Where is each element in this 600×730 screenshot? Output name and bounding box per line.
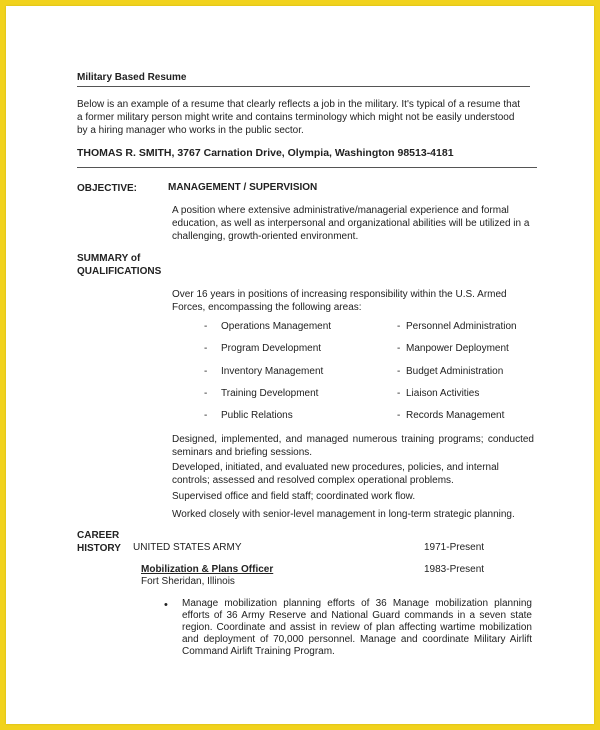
bullet-icon: •: [164, 599, 168, 611]
career-label-line1: CAREER: [77, 530, 120, 541]
career-label: [77, 529, 137, 555]
skill-left-1: Operations Management: [221, 321, 332, 332]
objective-title: MANAGEMENT / SUPERVISION: [168, 182, 318, 193]
skill-dash: -: [204, 410, 208, 421]
skill-dash: -: [397, 366, 401, 377]
resume-page: [6, 6, 594, 724]
skill-right-4: Liaison Activities: [406, 388, 480, 399]
summary-statement-1: Designed, implemented, and managed numerous training programs; conducted seminars and briefing sessions.: [172, 434, 534, 458]
contact-divider: [77, 167, 537, 168]
skill-dash: -: [397, 410, 401, 421]
intro-paragraph: Below is an example of a resume that clearly reflects a job in the military. It's typical of a resume that a former military person might write and contains terminology which might not be easily understood by a hiring manager who works in the public sector.: [77, 99, 521, 136]
skill-dash: -: [204, 366, 208, 377]
skill-dash: -: [204, 321, 208, 332]
career-bullet-1: Manage mobilization planning efforts of 36 Manage mobilization planning efforts of 36 Army Reserve and National Guard commands in a seven state region. Coordinate and assist in review of plan affecting wartime mobilization and deployment of 70,000 personnel. Manage and coordinate Military Airlift Command Airlift Training Program.: [182, 598, 532, 657]
skill-left-4: Training Development: [221, 388, 319, 399]
summary-label-line1: SUMMARY of: [77, 253, 141, 264]
skill-left-5: Public Relations: [221, 410, 293, 421]
skill-right-2: Manpower Deployment: [406, 343, 509, 354]
position-location: Fort Sheridan, Illinois: [141, 576, 235, 587]
skill-right-3: Budget Administration: [406, 366, 504, 377]
skill-right-1: Personnel Administration: [406, 321, 517, 332]
skill-dash: -: [397, 321, 401, 332]
skill-dash: -: [204, 388, 208, 399]
skill-right-5: Records Management: [406, 410, 505, 421]
employer-name: UNITED STATES ARMY: [133, 542, 242, 553]
contact-line: THOMAS R. SMITH, 3767 Carnation Drive, Olympia, Washington 98513-4181: [77, 147, 454, 159]
document-title: Military Based Resume: [77, 72, 187, 83]
skill-dash: -: [204, 343, 208, 354]
position-dates: 1983-Present: [424, 564, 485, 575]
employer-dates: 1971-Present: [424, 542, 485, 553]
objective-text: A position where extensive administrative/managerial experience and formal education, as well as interpersonal and organizational abilities will be utilized in a challenging, growth-oriented environment.: [172, 205, 530, 242]
career-label-line2: HISTORY: [77, 543, 121, 554]
title-underline: [77, 86, 530, 87]
skill-left-3: Inventory Management: [221, 366, 324, 377]
summary-intro: Over 16 years in positions of increasing responsibility within the U.S. Armed Forces, encompassing the following areas:: [172, 289, 507, 313]
skill-dash: -: [397, 343, 401, 354]
summary-label-line2: QUALIFICATIONS: [77, 266, 162, 277]
summary-statement-4: Worked closely with senior-level management in long-term strategic planning.: [172, 509, 515, 520]
position-title: Mobilization & Plans Officer: [141, 564, 274, 575]
skill-dash: -: [397, 388, 401, 399]
skill-left-2: Program Development: [221, 343, 322, 354]
summary-label: [77, 252, 177, 278]
objective-label: OBJECTIVE:: [77, 183, 138, 194]
summary-statement-3: Supervised office and field staff; coordinated work flow.: [172, 491, 416, 502]
summary-statement-2: Developed, initiated, and evaluated new procedures, policies, and internal controls; assessed and resolved complex operational problems.: [172, 462, 499, 486]
